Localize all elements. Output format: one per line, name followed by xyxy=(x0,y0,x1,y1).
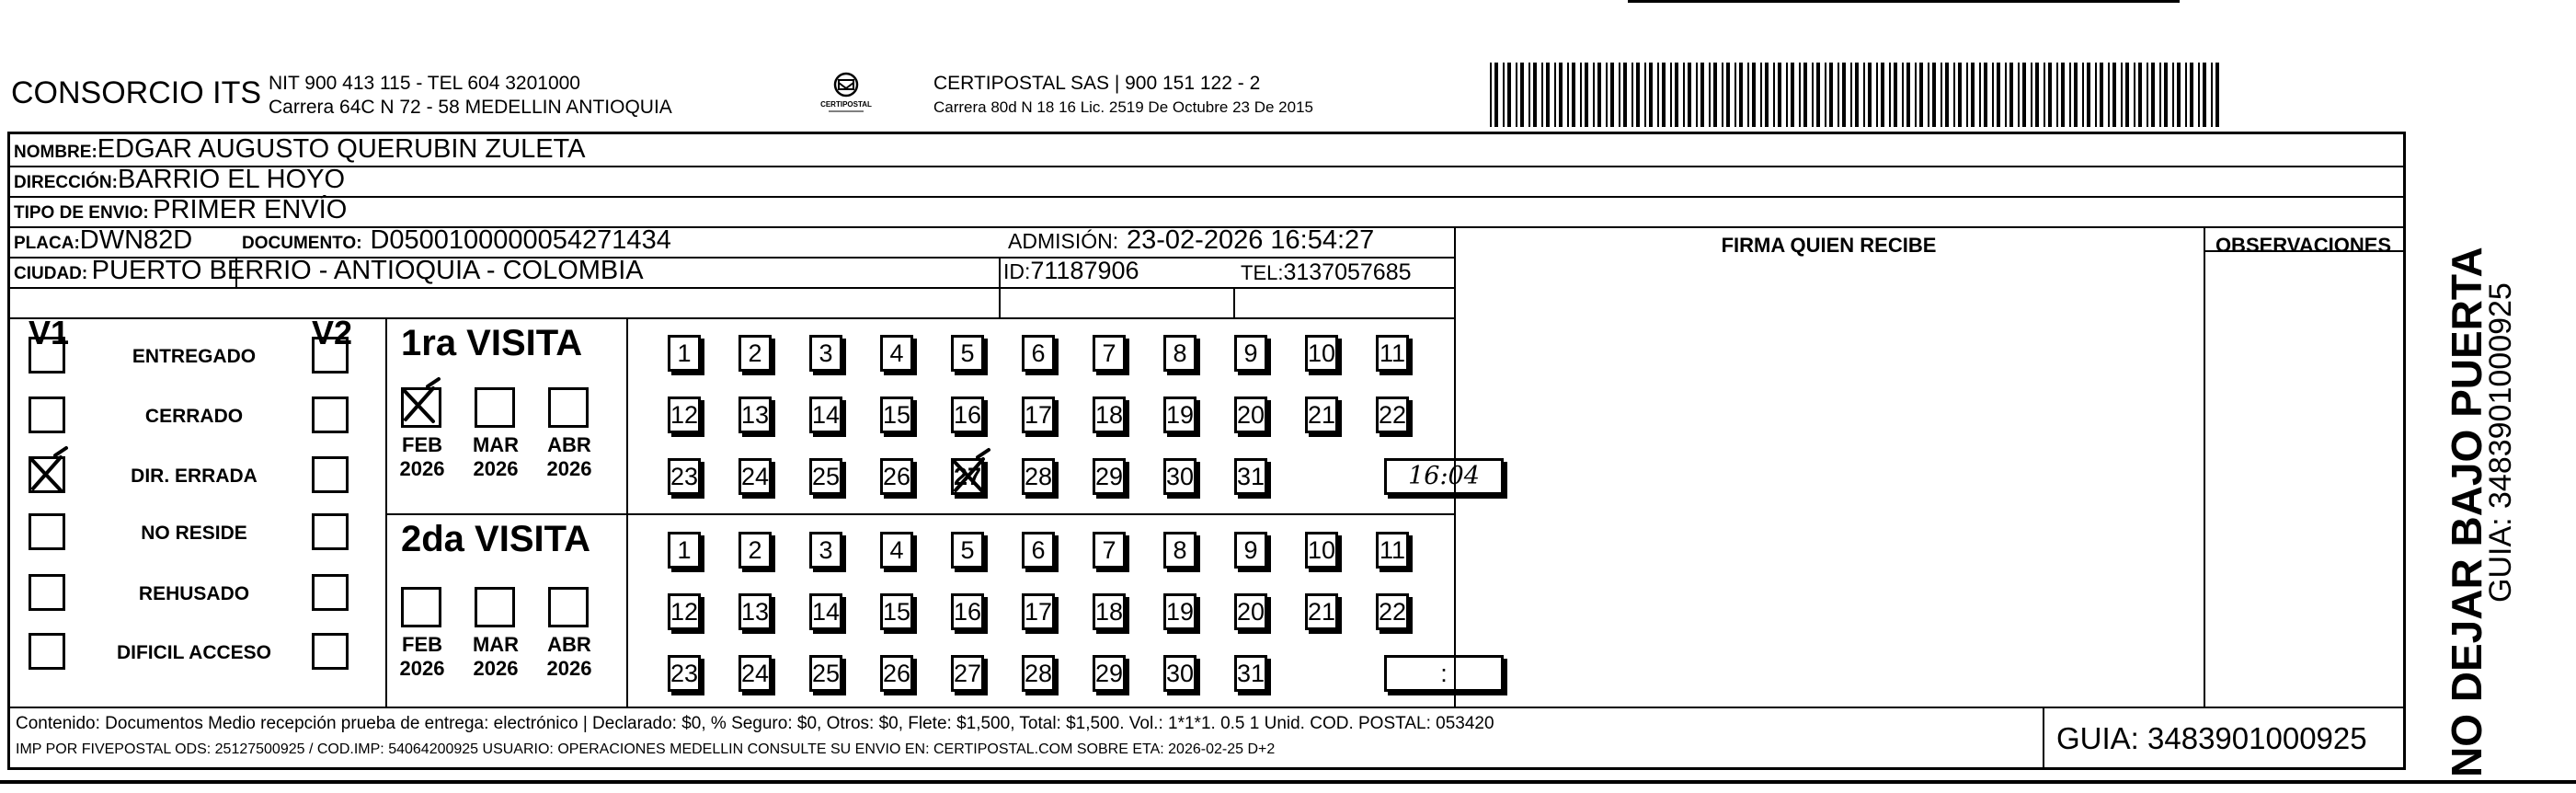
day-box[interactable]: 18 xyxy=(1093,396,1126,433)
barcode-bar xyxy=(1528,63,1530,127)
day-box[interactable]: 10 xyxy=(1305,532,1338,569)
month-checkbox[interactable] xyxy=(401,387,441,428)
day-box[interactable]: 9 xyxy=(1234,532,1267,569)
logo-icon xyxy=(814,70,878,116)
day-box[interactable]: 12 xyxy=(668,593,701,630)
day-box[interactable]: 17 xyxy=(1022,593,1055,630)
barcode-bar xyxy=(2048,63,2052,127)
barcode-bar xyxy=(2005,63,2007,127)
barcode-bar xyxy=(2061,63,2065,127)
barcode-bar xyxy=(1533,63,1537,127)
barcode-bar xyxy=(1958,63,1962,127)
barcode-bar xyxy=(1902,63,1904,127)
barcode-graphic xyxy=(1490,63,2226,127)
nombre-row xyxy=(14,134,585,165)
barcode-bar xyxy=(1945,63,1949,127)
barcode-bar xyxy=(1606,63,1608,127)
barcode-bar xyxy=(2138,63,2142,127)
v2-checkbox[interactable] xyxy=(312,513,349,550)
barcode-bar xyxy=(2056,63,2058,127)
tel-row xyxy=(1241,259,1412,286)
barcode-bar xyxy=(1812,63,1814,127)
barcode-bar xyxy=(1778,63,1781,127)
barcode-bar xyxy=(2031,63,2032,127)
barcode-bar xyxy=(1919,63,1923,127)
barcode-bar xyxy=(2147,63,2148,127)
barcode-bar xyxy=(2121,63,2123,127)
day-box[interactable]: 3 xyxy=(809,532,842,569)
visit2-title: 2da VISITA xyxy=(401,519,590,559)
barcode-bar xyxy=(1773,63,1775,127)
barcode-bar xyxy=(1889,63,1891,127)
barcode-bar xyxy=(1876,63,1878,127)
barcode-bar xyxy=(1803,63,1807,127)
barcode-bar xyxy=(1838,63,1839,127)
company-name: CONSORCIO ITS xyxy=(11,75,262,110)
certipostal-logo xyxy=(814,70,878,116)
direccion-row xyxy=(14,165,345,195)
barcode-bar xyxy=(1829,63,1833,127)
v1-header: V1 xyxy=(29,314,70,351)
barcode-bar xyxy=(1915,63,1917,127)
tel-label: TEL: xyxy=(1241,261,1284,284)
v2-checkbox[interactable] xyxy=(312,633,349,670)
barcode-bar xyxy=(2087,63,2090,127)
barcode-bar xyxy=(1726,63,1730,127)
direccion-label: DIRECCIÓN: xyxy=(14,173,118,192)
carrier-info xyxy=(933,72,1313,120)
day-box[interactable]: 24 xyxy=(738,458,772,495)
barcode-bar xyxy=(1941,63,1942,127)
day-box[interactable]: 26 xyxy=(880,655,913,692)
barcode-bar xyxy=(2164,63,2168,127)
barcode-bar xyxy=(1816,63,1820,127)
barcode-bar xyxy=(1984,63,1987,127)
v1-checkbox[interactable] xyxy=(29,633,65,670)
barcode-bar xyxy=(2125,63,2129,127)
barcode-bar xyxy=(1966,63,1968,127)
day-box[interactable]: 17 xyxy=(1022,396,1055,433)
placa-label: PLACA: xyxy=(14,234,80,253)
barcode-bar xyxy=(2035,63,2039,127)
check-mark-icon xyxy=(28,454,68,494)
barcode-bar xyxy=(1735,63,1736,127)
time-box[interactable]: 16:04 xyxy=(1384,458,1504,495)
day-box[interactable]: 30 xyxy=(1163,458,1196,495)
barcode-bar xyxy=(1791,63,1794,127)
day-box[interactable]: 16 xyxy=(951,593,984,630)
day-box[interactable]: 4 xyxy=(880,532,913,569)
day-box[interactable]: 13 xyxy=(738,396,772,433)
barcode-bar xyxy=(2009,63,2013,127)
day-box[interactable]: 6 xyxy=(1022,335,1055,372)
top-rule xyxy=(1628,0,2180,3)
month-name: FEB xyxy=(402,433,442,456)
day-box[interactable]: 19 xyxy=(1163,593,1196,630)
barcode-bar xyxy=(1593,63,1595,127)
status-label: DIFICIL ACCESO xyxy=(116,642,271,663)
admision-row xyxy=(1008,225,1374,256)
status-label: REHUSADO xyxy=(138,583,250,604)
barcode-bar xyxy=(1490,63,1492,127)
month-year: 2026 xyxy=(399,457,445,480)
barcode-bar xyxy=(1572,63,1575,127)
id-value: 71187906 xyxy=(1030,257,1139,284)
documento-label: DOCUMENTO: xyxy=(242,234,362,253)
barcode-bar xyxy=(1696,63,1698,127)
barcode-bar xyxy=(1670,63,1672,127)
day-box[interactable]: 7 xyxy=(1093,335,1126,372)
v1-checkbox[interactable] xyxy=(29,513,65,550)
carrier-name: CERTIPOSTAL SAS | 900 151 122 - 2 xyxy=(933,73,1261,94)
footer-content-line: Contenido: Documentos Medio recepción prueba de entrega: electrónico | Declarado: $0, % Seguro: $0, Otros: $0, Flete: $1,500, Total: $1,500. Vol.: 1*1*1. 0.5 1 Unid. COD. POSTAL: 053420 xyxy=(16,714,1494,733)
barcode-bar xyxy=(1765,63,1769,127)
day-box[interactable]: 1 xyxy=(668,335,701,372)
month-name: MAR xyxy=(472,433,520,456)
barcode-bar xyxy=(1863,63,1865,127)
tipo-row xyxy=(14,195,347,225)
barcode-bar xyxy=(1971,63,1975,127)
barcode-bar xyxy=(2069,63,2071,127)
placa-value: DWN82D xyxy=(79,225,193,255)
barcode-bar xyxy=(1855,63,1859,127)
barcode-bar xyxy=(2190,63,2193,127)
month-checkbox[interactable] xyxy=(548,587,589,627)
month-label xyxy=(390,633,454,681)
barcode-bar xyxy=(2177,63,2181,127)
day-box[interactable]: 23 xyxy=(668,655,701,692)
day-box[interactable]: 9 xyxy=(1234,335,1267,372)
svg-text:CERTIPOSTAL: CERTIPOSTAL xyxy=(820,100,872,109)
barcode-bar xyxy=(2185,63,2187,127)
barcode-bar xyxy=(1868,63,1872,127)
barcode-bar xyxy=(1567,63,1569,127)
barcode-bar xyxy=(1739,63,1743,127)
status-label: CERRADO xyxy=(144,406,244,427)
barcode-bar xyxy=(1752,63,1756,127)
day-box[interactable]: 2 xyxy=(738,532,772,569)
admision-value: 23-02-2026 16:54:27 xyxy=(1127,225,1375,255)
direccion-value: BARRIO EL HOYO xyxy=(117,165,346,194)
day-box[interactable]: 20 xyxy=(1234,396,1267,433)
nombre-label: NOMBRE: xyxy=(14,143,97,162)
ciudad-row xyxy=(14,256,644,286)
barcode-bar xyxy=(1953,63,1955,127)
delivery-form xyxy=(7,132,2406,770)
barcode-bar xyxy=(1619,63,1620,127)
barcode-bar xyxy=(1894,63,1897,127)
barcode-bar xyxy=(2134,63,2135,127)
barcode-bar xyxy=(1979,63,1981,127)
barcode-bar xyxy=(1928,63,1929,127)
barcode-bar xyxy=(2112,63,2116,127)
barcode-bar xyxy=(1649,63,1653,127)
barcode-bar xyxy=(1786,63,1788,127)
barcode-bar xyxy=(2203,63,2206,127)
day-box[interactable]: 29 xyxy=(1093,458,1126,495)
status-label: ENTREGADO xyxy=(132,346,257,367)
status-label: DIR. ERRADA xyxy=(131,465,258,487)
month-year: 2026 xyxy=(399,657,445,680)
day-box[interactable]: 24 xyxy=(738,655,772,692)
tel-value: 3137057685 xyxy=(1283,259,1412,285)
month-label xyxy=(537,433,601,481)
bottom-rule xyxy=(0,780,2576,784)
v2-checkbox[interactable] xyxy=(312,456,349,493)
barcode-bar xyxy=(1825,63,1826,127)
barcode-bar xyxy=(1503,63,1505,127)
day-box[interactable]: 22 xyxy=(1376,593,1409,630)
barcode-bar xyxy=(1675,63,1678,127)
day-box[interactable]: 27 xyxy=(951,458,984,495)
day-box[interactable]: 12 xyxy=(668,396,701,433)
day-box[interactable]: 26 xyxy=(880,458,913,495)
month-name: ABR xyxy=(547,433,591,456)
day-box[interactable]: 4 xyxy=(880,335,913,372)
v2-checkbox[interactable] xyxy=(312,337,349,374)
day-box[interactable]: 15 xyxy=(880,396,913,433)
v2-checkbox[interactable] xyxy=(312,396,349,433)
barcode-bar xyxy=(1688,63,1691,127)
month-checkbox[interactable] xyxy=(475,587,515,627)
admision-label: ADMISIÓN: xyxy=(1008,229,1119,253)
day-box[interactable]: 25 xyxy=(809,458,842,495)
side-notice: NO DEJAR BAJO PUERTA xyxy=(2443,247,2490,777)
day-box[interactable]: 21 xyxy=(1305,396,1338,433)
month-label xyxy=(464,633,528,681)
barcode-bar xyxy=(2172,63,2174,127)
month-year: 2026 xyxy=(473,457,519,480)
day-box[interactable]: 5 xyxy=(951,532,984,569)
barcode-bar xyxy=(1644,63,1646,127)
month-checkbox[interactable] xyxy=(401,587,441,627)
placa-row xyxy=(14,225,192,256)
barcode-bar xyxy=(2198,63,2200,127)
month-year: 2026 xyxy=(473,657,519,680)
barcode-bar xyxy=(1683,63,1685,127)
check-mark-icon xyxy=(400,385,441,425)
barcode-bar xyxy=(1932,63,1936,127)
month-name: FEB xyxy=(402,633,442,656)
day-box[interactable]: 15 xyxy=(880,593,913,630)
company-nit: NIT 900 413 115 - TEL 604 3201000 xyxy=(269,73,580,94)
barcode-bar xyxy=(1597,63,1601,127)
barcode-bar xyxy=(1636,63,1640,127)
check-mark-icon xyxy=(950,455,990,496)
barcode-bar xyxy=(1585,63,1588,127)
day-box[interactable]: 21 xyxy=(1305,593,1338,630)
barcode-bar xyxy=(1722,63,1723,127)
day-box[interactable]: 31 xyxy=(1234,458,1267,495)
barcode-bar xyxy=(2082,63,2084,127)
barcode-bar xyxy=(1559,63,1563,127)
day-box[interactable]: 16 xyxy=(951,396,984,433)
day-box[interactable]: 13 xyxy=(738,593,772,630)
month-label xyxy=(464,433,528,481)
barcode-bar xyxy=(2044,63,2045,127)
day-box[interactable]: 8 xyxy=(1163,335,1196,372)
day-box[interactable]: 1 xyxy=(668,532,701,569)
barcode-bar xyxy=(2018,63,2020,127)
v1-checkbox[interactable] xyxy=(29,456,65,493)
tipo-label: TIPO DE ENVIO: xyxy=(14,203,149,223)
documento-row xyxy=(242,225,671,256)
day-box[interactable]: 7 xyxy=(1093,532,1126,569)
v1-checkbox[interactable] xyxy=(29,337,65,374)
month-label xyxy=(390,433,454,481)
day-box[interactable]: 14 xyxy=(809,396,842,433)
id-label: ID: xyxy=(1003,259,1031,283)
barcode-bar xyxy=(1662,63,1666,127)
barcode-bar xyxy=(1842,63,1846,127)
barcode-bar xyxy=(1631,63,1633,127)
side-guia: GUIA: 3483901000925 xyxy=(2483,282,2518,603)
barcode-bar xyxy=(2211,63,2213,127)
barcode-bar xyxy=(2100,63,2103,127)
month-checkbox[interactable] xyxy=(548,387,589,428)
barcode-bar xyxy=(1997,63,2000,127)
day-box[interactable]: 23 xyxy=(668,458,701,495)
day-box[interactable]: 22 xyxy=(1376,396,1409,433)
barcode-bar xyxy=(1850,63,1852,127)
month-name: MAR xyxy=(472,633,520,656)
month-checkbox[interactable] xyxy=(475,387,515,428)
barcode-bar xyxy=(2159,63,2161,127)
barcode-bar xyxy=(1713,63,1717,127)
barcode-bar xyxy=(2074,63,2078,127)
barcode-bar xyxy=(1610,63,1614,127)
day-box[interactable]: 6 xyxy=(1022,532,1055,569)
barcode-bar xyxy=(1623,63,1627,127)
id-row xyxy=(1003,257,1139,285)
guia-number: GUIA: 3483901000925 xyxy=(2056,721,2367,755)
barcode-bar xyxy=(1700,63,1704,127)
day-box[interactable]: 19 xyxy=(1163,396,1196,433)
month-year: 2026 xyxy=(546,457,592,480)
firma-header: FIRMA QUIEN RECIBE xyxy=(1721,234,1937,257)
footer-print-line: IMP POR FIVEPOSTAL ODS: 25127500925 / COD.IMP: 54064200925 USUARIO: OPERACIONES MEDELLIN CONSULTE SU ENVIO EN: CERTIPOSTAL.COM SOBRE ETA: 2026-02-25 D+2 xyxy=(16,741,1276,757)
day-box[interactable]: 14 xyxy=(809,593,842,630)
barcode-bar xyxy=(1507,63,1511,127)
barcode-bar xyxy=(1516,63,1517,127)
barcode xyxy=(1490,63,2226,127)
barcode-bar xyxy=(1760,63,1762,127)
barcode-bar xyxy=(1580,63,1582,127)
barcode-bar xyxy=(2095,63,2097,127)
day-box[interactable]: 18 xyxy=(1093,593,1126,630)
barcode-bar xyxy=(1494,63,1498,127)
barcode-bar xyxy=(1546,63,1550,127)
company-info xyxy=(269,72,672,120)
day-box[interactable]: 28 xyxy=(1022,655,1055,692)
month-label xyxy=(537,633,601,681)
day-box[interactable]: 3 xyxy=(809,335,842,372)
ciudad-label: CIUDAD: xyxy=(14,264,88,283)
observaciones-header: OBSERVACIONES xyxy=(2215,234,2392,257)
month-year: 2026 xyxy=(546,657,592,680)
day-box[interactable]: 31 xyxy=(1234,655,1267,692)
barcode-bar xyxy=(2022,63,2026,127)
barcode-bar xyxy=(1709,63,1711,127)
barcode-bar xyxy=(1554,63,1556,127)
day-box[interactable]: 11 xyxy=(1376,532,1409,569)
barcode-bar xyxy=(2151,63,2155,127)
month-name: ABR xyxy=(547,633,591,656)
barcode-bar xyxy=(1992,63,1994,127)
barcode-bar xyxy=(2108,63,2110,127)
v1-checkbox[interactable] xyxy=(29,574,65,611)
barcode-bar xyxy=(1747,63,1749,127)
barcode-bar xyxy=(1881,63,1884,127)
day-box[interactable]: 5 xyxy=(951,335,984,372)
day-box[interactable]: 25 xyxy=(809,655,842,692)
v2-header: V2 xyxy=(312,314,353,351)
day-box[interactable]: 11 xyxy=(1376,335,1409,372)
day-box[interactable]: 20 xyxy=(1234,593,1267,630)
day-box[interactable]: 10 xyxy=(1305,335,1338,372)
carrier-address: Carrera 80d N 18 16 Lic. 2519 De Octubre 23 De 2015 xyxy=(933,98,1313,116)
company-address: Carrera 64C N 72 - 58 MEDELLIN ANTIOQUIA xyxy=(269,97,672,118)
v2-checkbox[interactable] xyxy=(312,574,349,611)
visit1-title: 1ra VISITA xyxy=(401,323,583,363)
barcode-bar xyxy=(1906,63,1910,127)
documento-value: D0500100000054271434 xyxy=(370,225,671,255)
day-box[interactable]: 27 xyxy=(951,655,984,692)
barcode-bar xyxy=(2215,63,2219,127)
barcode-bar xyxy=(1541,63,1543,127)
tipo-value: PRIMER ENVÍO xyxy=(153,195,348,224)
v1-checkbox[interactable] xyxy=(29,396,65,433)
time-box[interactable]: : xyxy=(1384,655,1504,692)
barcode-bar xyxy=(1657,63,1659,127)
barcode-bar xyxy=(1799,63,1801,127)
day-box[interactable]: 30 xyxy=(1163,655,1196,692)
nombre-value: EDGAR AUGUSTO QUERUBIN ZULETA xyxy=(97,134,586,164)
day-box[interactable]: 8 xyxy=(1163,532,1196,569)
day-box[interactable]: 29 xyxy=(1093,655,1126,692)
barcode-bar xyxy=(1520,63,1524,127)
status-label: NO RESIDE xyxy=(141,523,247,544)
day-box[interactable]: 28 xyxy=(1022,458,1055,495)
day-box[interactable]: 2 xyxy=(738,335,772,372)
ciudad-value: PUERTO BERRIO - ANTIOQUIA - COLOMBIA xyxy=(91,256,644,285)
